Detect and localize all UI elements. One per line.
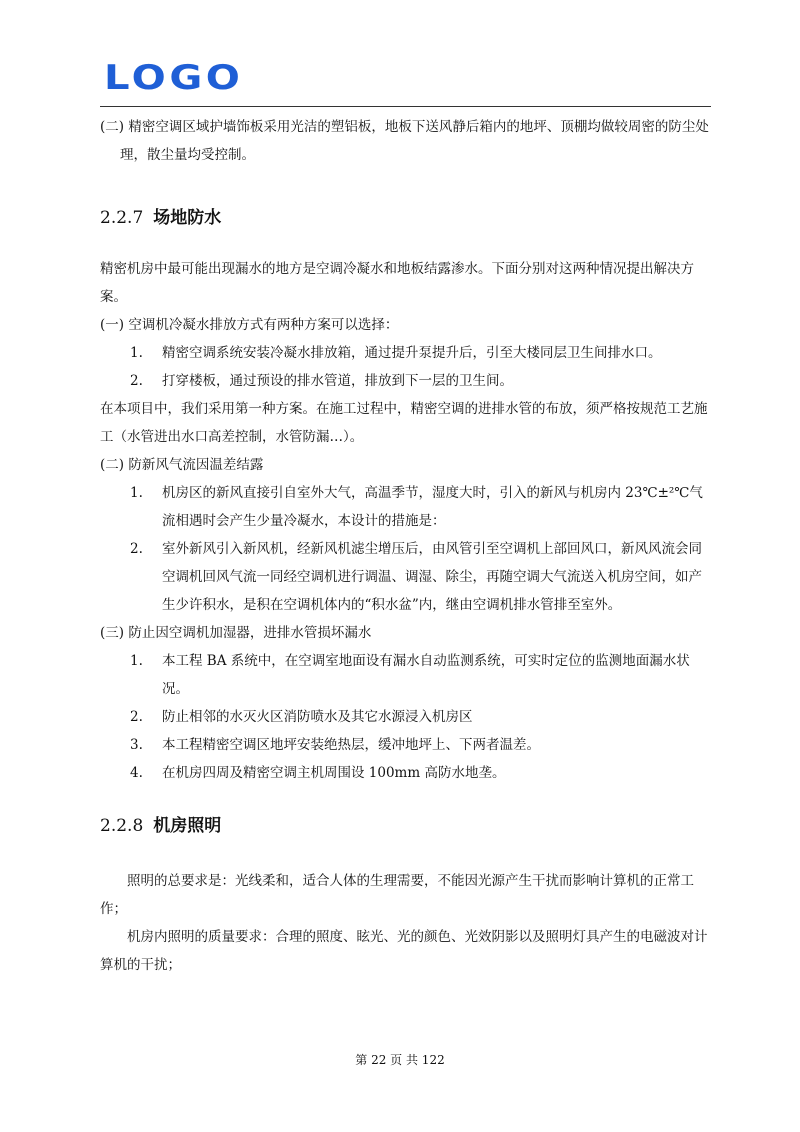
paragraph-1: 精密机房中最可能出现漏水的地方是空调冷凝水和地板结露渗水。下面分别对这两种情况提出解决方案。 <box>100 261 694 305</box>
list-text: 在机房四周及精密空调主机周围设 100mm 高防水地垄。 <box>162 765 506 781</box>
subsection-1-title: (一) 空调机冷凝水排放方式有两种方案可以选择： <box>100 317 399 333</box>
list-number: 1. <box>130 653 143 669</box>
list-number: 2. <box>130 541 143 557</box>
list-number: 2. <box>130 709 143 725</box>
list-item <box>100 339 712 367</box>
logo: LOGO <box>104 58 244 98</box>
list-text: 室外新风引入新风机，经新风机滤尘增压后，由风管引至空调机上部回风口，新风风流会同空调机回风气流一同经空调机进行调温、调湿、除尘，再随空调大气流送入机房空间，如产生少许积水，是积在空调机体内的“积水盆”内，继由空调机排水管排至室外。 <box>162 541 702 613</box>
paragraph-intro-2: (二) 精密空调区域护墙饰板采用光洁的塑铝板，地板下送风静后箱内的地坪、顶棚均做较周密的防尘处理，散尘量均受控制。 <box>100 119 709 163</box>
list-text: 精密空调系统安装冷凝水排放箱，通过提升泵提升后，引至大楼同层卫生间排水口。 <box>162 345 662 361</box>
list-item <box>100 731 712 759</box>
paragraph-4: 机房内照明的质量要求：合理的照度、眩光、光的颜色、光效阴影以及照明灯具产生的电磁波对计算机的干扰； <box>100 929 708 973</box>
list-text: 本工程 BA 系统中，在空调室地面设有漏水自动监测系统，可实时定位的监测地面漏水状况。 <box>162 653 690 697</box>
list-text: 本工程精密空调区地坪安装绝热层，缓冲地坪上、下两者温差。 <box>162 737 540 753</box>
list-number: 3. <box>130 737 143 753</box>
spacer <box>100 787 712 813</box>
header-rule <box>100 106 711 107</box>
spacer <box>100 231 712 255</box>
heading-number: 2.2.8 <box>100 816 144 836</box>
list-item <box>100 759 712 787</box>
list-item <box>100 479 712 535</box>
heading-number: 2.2.7 <box>100 208 144 228</box>
subsection-2-title: (二) 防新风气流因温差结露 <box>100 457 264 473</box>
section-heading-2-2-7 <box>100 205 712 231</box>
paragraph-3: 照明的总要求是：光线柔和，适合人体的生理需要，不能因光源产生干扰而影响计算机的正常工作； <box>100 873 694 917</box>
list-item <box>100 703 712 731</box>
section-heading-2-2-8 <box>100 813 712 839</box>
list-number: 1. <box>130 345 143 361</box>
list-number: 1. <box>130 485 143 501</box>
list-item <box>100 367 712 395</box>
spacer <box>100 169 712 205</box>
list-item <box>100 535 712 619</box>
list-text: 打穿楼板，通过预设的排水管道，排放到下一层的卫生间。 <box>162 373 513 389</box>
subsection-3-title: (三) 防止因空调机加湿器，进排水管损坏漏水 <box>100 625 372 641</box>
page-content <box>100 113 712 979</box>
heading-title: 机房照明 <box>153 816 222 836</box>
page-number: 第 22 页 共 122 <box>355 1053 445 1067</box>
spacer <box>100 839 712 867</box>
list-text: 机房区的新风直接引自室外大气，高温季节，湿度大时，引入的新风与机房内 23℃±²℃气流相遇时会产生少量冷凝水，本设计的措施是： <box>162 485 703 529</box>
heading-title: 场地防水 <box>153 208 222 228</box>
list-number: 2. <box>130 373 143 389</box>
list-number: 4. <box>130 765 143 781</box>
list-text: 防止相邻的水灭火区消防喷水及其它水源浸入机房区 <box>162 709 473 725</box>
list-item <box>100 647 712 703</box>
paragraph-2: 在本项目中，我们采用第一种方案。在施工过程中，精密空调的进排水管的布放，须严格按规范工艺施工（水管进出水口高差控制，水管防漏…）。 <box>100 401 708 445</box>
